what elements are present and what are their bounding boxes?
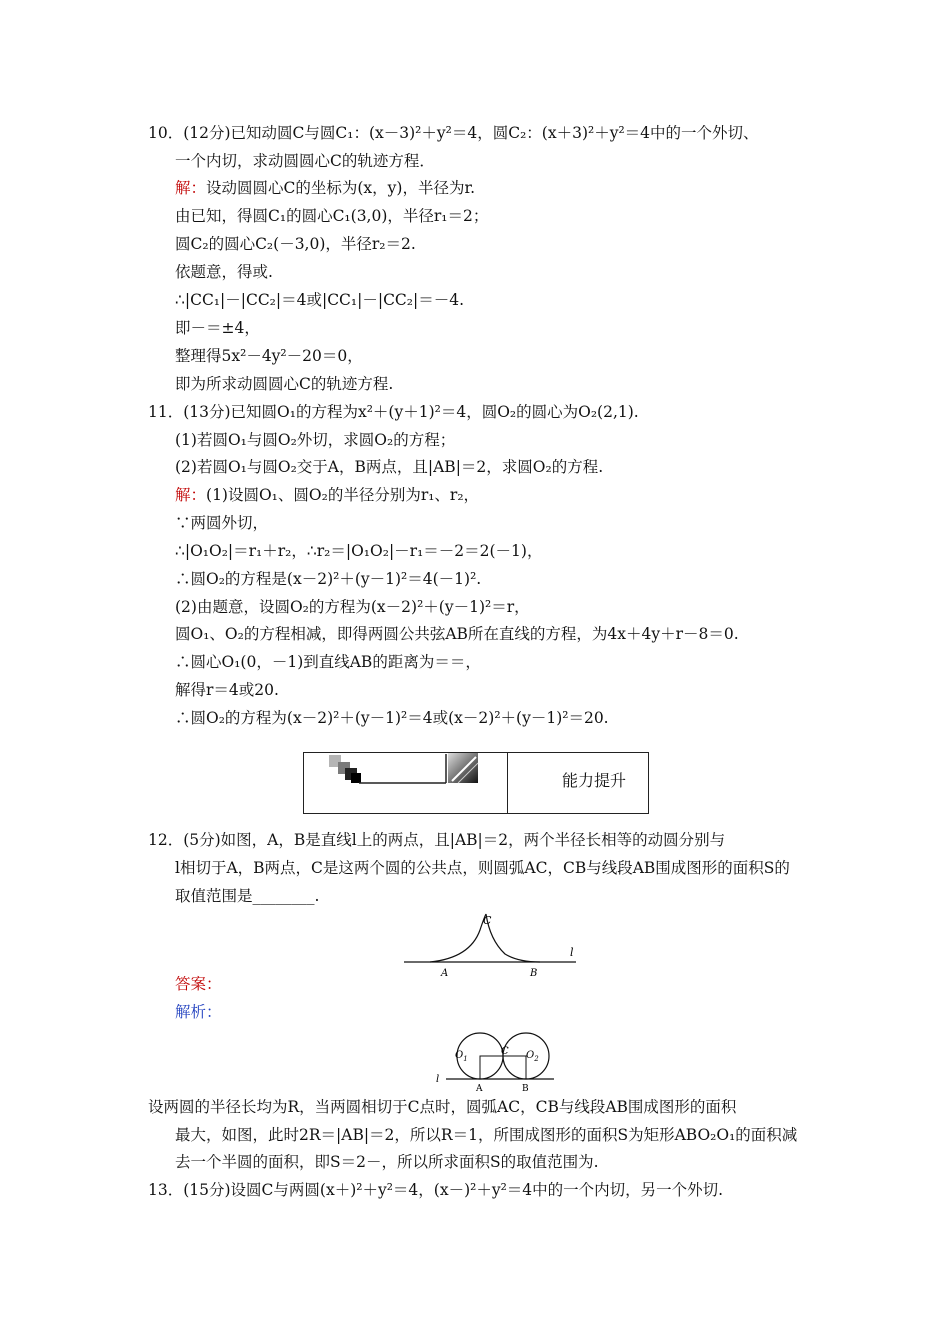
label-l: l [570,946,574,959]
solution-11-line-6: 圆O₁、O₂的方程相减，即得两圆公共弦AB所在直线的方程，为4x＋4y＋r－8＝0. [175,625,739,643]
problem-12-line-2: l相切于A，B两点，C是这两个圆的公共点，则圆弧AC，CB与线段AB围成图形的面积S的 [175,859,790,877]
solution-11-line-2: ∵两圆外切， [175,514,269,532]
solution-11-line-4: ∴圆O₂的方程是(x－2)²＋(y－1)²＝4(－1)². [175,570,482,588]
figure-tangent-arcs [400,910,580,980]
analysis-label: 解析： [175,1003,222,1021]
banner-corner-icon [448,753,488,793]
solution-11-line-5: (2)由题意，设圆O₂的方程为(x－2)²＋(y－1)²＝r， [175,598,530,616]
problem-12-line-1: 12．(5分)如图，A，B是直线l上的两点，且|AB|＝2，两个半径长相等的动圆分别与 [148,831,726,849]
solution-label: 解： [175,486,207,504]
solution-10-line-3: 圆C₂的圆心C₂(－3,0)，半径r₂＝2. [175,235,416,253]
solution-10-line-2: 由已知，得圆C₁的圆心C₁(3,0)，半径r₁＝2； [175,207,489,225]
problem-13-line-1: 13．(15分)设圆C与两圆(x＋)²＋y²＝4，(x－)²＋y²＝4中的一个内切，另一个外切. [148,1181,724,1199]
solution-11-line-9: ∴圆O₂的方程为(x－2)²＋(y－1)²＝4或(x－2)²＋(y－1)²＝20. [175,709,609,727]
problem-10-line-2: 一个内切，求动圆圆心C的轨迹方程． [175,152,435,170]
solution-10-line-6: 即－＝±4， [175,319,260,337]
solution-label: 解： [175,179,207,197]
problem-11-line-1: 11．(13分)已知圆O₁的方程为x²＋(y＋1)²＝4，圆O₂的圆心为O₂(2,1). [148,403,639,421]
solution-11-line-7: ∴圆心O₁(0，－1)到直线AB的距离为＝＝， [175,653,481,671]
solution-10-line-7: 整理得5x²－4y²－20＝0， [175,347,363,365]
solution-11-line-8: 解得r＝4或20. [175,681,279,699]
label-b: B [522,1084,529,1094]
label-o1: $O_1$ [455,1050,468,1063]
solution-text: (1)设圆O₁、圆O₂的半径分别为r₁、r₂， [206,486,480,504]
label-o2: $O_2$ [526,1050,539,1063]
solution-10-line-4: 依题意，得或. [175,263,273,281]
problem-12-line-3: 取值范围是________. [175,887,320,905]
arc-ac [430,914,486,962]
label-c: C [501,1046,509,1057]
analysis-line-2: 最大，如图，此时2R＝|AB|＝2，所以R＝1，所围成图形的面积S为矩形ABO₂O₁的面积减 [175,1126,798,1144]
problem-11-line-3: (2)若圆O₁与圆O₂交于A，B两点，且|AB|＝2，求圆O₂的方程. [175,458,604,476]
arc-cb [486,914,540,962]
label-b: B [530,968,538,979]
label-a: A [441,968,449,979]
banner-divider [507,753,508,813]
figure-two-circles [430,1024,560,1094]
solution-10-line-8: 即为所求动圆圆心C的轨迹方程. [175,375,394,393]
problem-10-line-1: 10．(12分)已知动圆C与圆C₁：(x－3)²＋y²＝4，圆C₂：(x＋3)²＋y²＝4中的一个外切、 [148,124,759,142]
banner-title: 能力提升 [562,771,627,790]
label-c: C [483,914,492,927]
analysis-line-1: 设两圆的半径长均为R，当两圆相切于C点时，圆弧AC，CB与线段AB围成图形的面积 [148,1098,737,1116]
solution-11-line-3: ∴|O₁O₂|＝r₁＋r₂，∴r₂＝|O₁O₂|－r₁＝－2＝2(－1)， [175,542,543,560]
analysis-line-3: 去一个半圆的面积，即S＝2－，所以所求面积S的取值范围为. [175,1153,599,1171]
section-banner [303,752,649,814]
solution-text: 设动圆圆心C的坐标为(x，y)，半径为r. [206,179,476,197]
solution-10-line-5: ∴|CC₁|－|CC₂|＝4或|CC₁|－|CC₂|＝－4. [175,291,465,309]
solution-11-line-1 [175,485,479,505]
solution-10-line-1 [175,178,475,198]
answer-label: 答案： [175,975,222,993]
label-l: l [436,1074,440,1085]
problem-11-line-2: (1)若圆O₁与圆O₂外切，求圆O₂的方程； [175,431,456,449]
label-a: A [476,1084,483,1094]
